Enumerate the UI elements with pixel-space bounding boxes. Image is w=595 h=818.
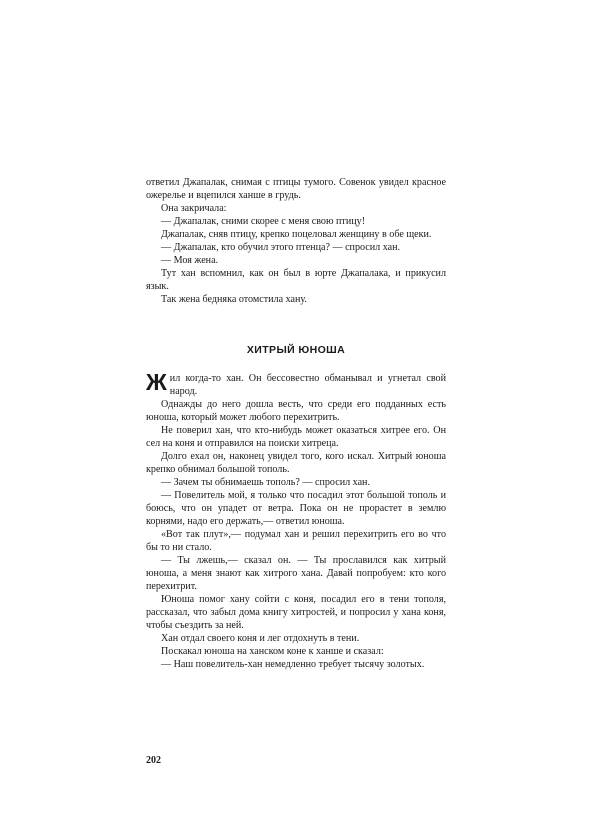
paragraph: Не поверил хан, что кто-нибудь может оказаться хитрее его. Он сел на коня и отправился на поиски хитреца. xyxy=(146,425,446,449)
paragraph: Джапалак, сняв птицу, крепко поцеловал женщину в обе щеки. xyxy=(161,229,432,240)
first-paragraph xyxy=(146,369,446,398)
paragraph: Тут хан вспомнил, как он был в юрте Джапалака, и прикусил язык. xyxy=(146,268,446,292)
paragraph: — Повелитель мой, я только что посадил этот большой тополь и боюсь, что он упадет от ветра. Пока он не прорастет в землю корнями, надо его держать,— ответил юноша. xyxy=(146,490,446,527)
paragraph: — Зачем ты обнимаешь тополь? — спросил хан. xyxy=(161,477,370,488)
paragraph: Долго ехал он, наконец увидел того, кого искал. Хитрый юноша крепко обнимал большой тополь. xyxy=(146,451,446,475)
paragraph: Так жена бедняка отомстила хану. xyxy=(161,294,307,305)
paragraph: Хан отдал своего коня и лег отдохнуть в тени. xyxy=(161,633,360,644)
page-number: 202 xyxy=(146,755,161,766)
story-body xyxy=(146,369,446,671)
paragraph: Однажды до него дошла весть, что среди его подданных есть юноша, который может любого перехитрить. xyxy=(146,399,446,423)
story-fragment xyxy=(146,176,446,306)
paragraph: Она закричала: xyxy=(161,203,227,214)
drop-cap: Ж xyxy=(146,369,167,395)
paragraph: — Джапалак, кто обучил этого птенца? — спросил хан. xyxy=(161,242,401,253)
paragraph: — Ты лжешь,— сказал он. — Ты прославился как хитрый юноша, а меня знают как хитрого хана. Давай попробуем: кто кого перехитрит. xyxy=(146,555,446,592)
paragraph: Поскакал юноша на ханском коне к ханше и сказал: xyxy=(161,646,384,657)
story-title: ХИТРЫЙ ЮНОША xyxy=(246,344,346,356)
paragraph: Юноша помог хану сойти с коня, посадил его в тени тополя, рассказал, что забыл дома книгу хитростей, и попросил у хана коня, чтобы съездить за ней. xyxy=(146,594,446,631)
first-paragraph-text: ил когда-то хан. Он бессовестно обманывал и угнетал свой народ. xyxy=(169,373,446,397)
paragraph: ответил Джапалак, снимая с птицы тумого. Совенок увидел красное ожерелье и вцепился ханше в грудь. xyxy=(146,177,446,201)
paragraph: — Моя жена. xyxy=(161,255,219,266)
paragraph: «Вот так плут»,— подумал хан и решил перехитрить его во что бы то ни стало. xyxy=(146,529,446,553)
paragraph: — Джапалак, сними скорее с меня свою птицу! xyxy=(161,216,366,227)
paragraph: — Наш повелитель-хан немедленно требует тысячу золотых. xyxy=(161,659,425,670)
